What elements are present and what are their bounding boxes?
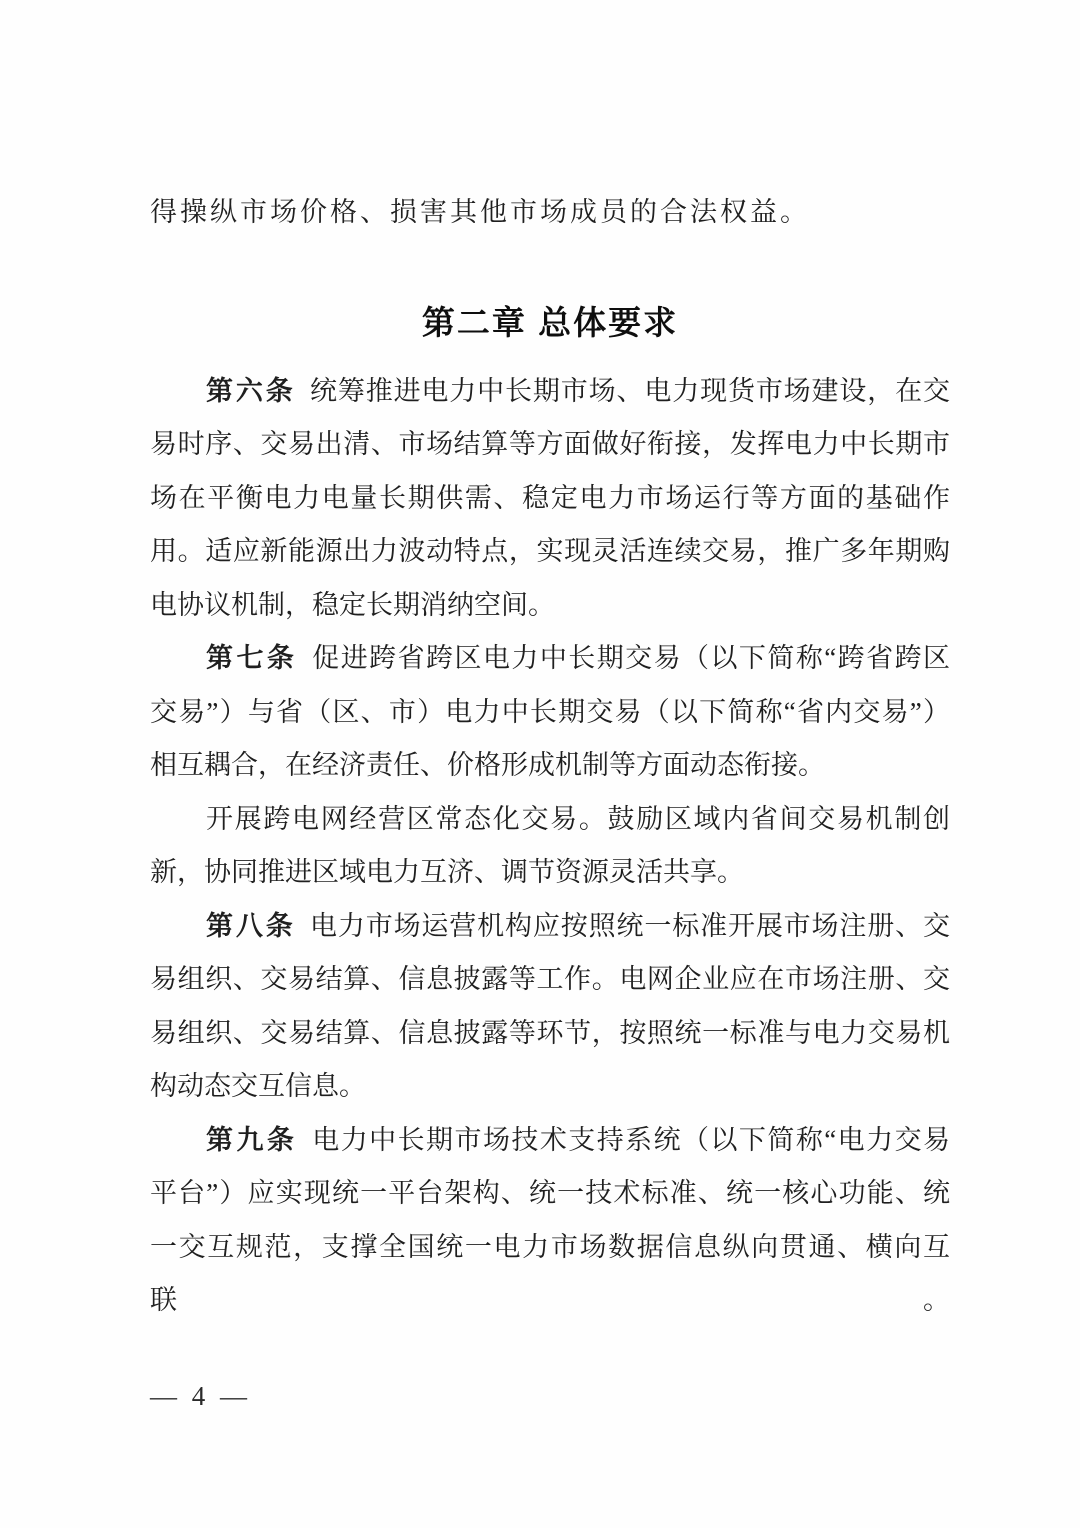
body-line: 交易”）与省（区、市）电力中长期交易（以下简称“省内交易”） — [150, 696, 950, 727]
body-line: 相互耦合，在经济责任、价格形成机制等方面动态衔接。 — [150, 750, 825, 780]
body-line: 构动态交互信息。 — [150, 1071, 366, 1101]
body-line: 易组织、交易结算、信息披露等环节，按照统一标准与电力交易机 — [150, 1017, 950, 1048]
body-line: 易时序、交易出清、市场结算等方面做好衔接，发挥电力中长期市 — [150, 429, 950, 459]
article-number: 第六条 — [206, 375, 296, 406]
body-line: 新，协同推进区域电力互济、调节资源灵活共享。 — [150, 857, 744, 887]
body-line: 用。适应新能源出力波动特点，实现灵活连续交易，推广多年期购 — [150, 536, 950, 566]
article-number: 第七条 — [206, 643, 298, 673]
body-line: 场在平衡电力电量长期供需、稳定电力市场运行等方面的基础作 — [150, 482, 950, 513]
article-number: 第八条 — [206, 910, 296, 941]
chapter-heading: 第二章 总体要求 — [421, 303, 679, 341]
page-number: — 4 — — [150, 1381, 251, 1411]
body-line: 第九条 电力中长期市场技术支持系统（以下简称“电力交易 — [206, 1124, 951, 1155]
article-number: 第九条 — [206, 1124, 298, 1155]
continuation-line: 得操纵市场价格、损害其他市场成员的合法权益。 — [150, 197, 810, 227]
body-line: 电协议机制，稳定长期消纳空间。 — [150, 589, 555, 620]
body-line: 开展跨电网经营区常态化交易。鼓励区域内省间交易机制创 — [206, 803, 950, 834]
body-text — [150, 365, 951, 1315]
body-line: 易组织、交易结算、信息披露等工作。电网企业应在市场注册、交 — [150, 964, 950, 994]
body-line: 第六条 统筹推进电力中长期市场、电力现货市场建设，在交 — [206, 375, 951, 406]
body-line: 第七条 促进跨省跨区电力中长期交易（以下简称“跨省跨区 — [206, 643, 951, 673]
body-line: 一交互规范，支撑全国统一电力市场数据信息纵向贯通、横向互联。 — [150, 1231, 950, 1315]
body-line: 平台”）应实现统一平台架构、统一技术标准、统一核心功能、统 — [150, 1178, 950, 1208]
body-line: 第八条 电力市场运营机构应按照统一标准开展市场注册、交 — [206, 910, 951, 941]
